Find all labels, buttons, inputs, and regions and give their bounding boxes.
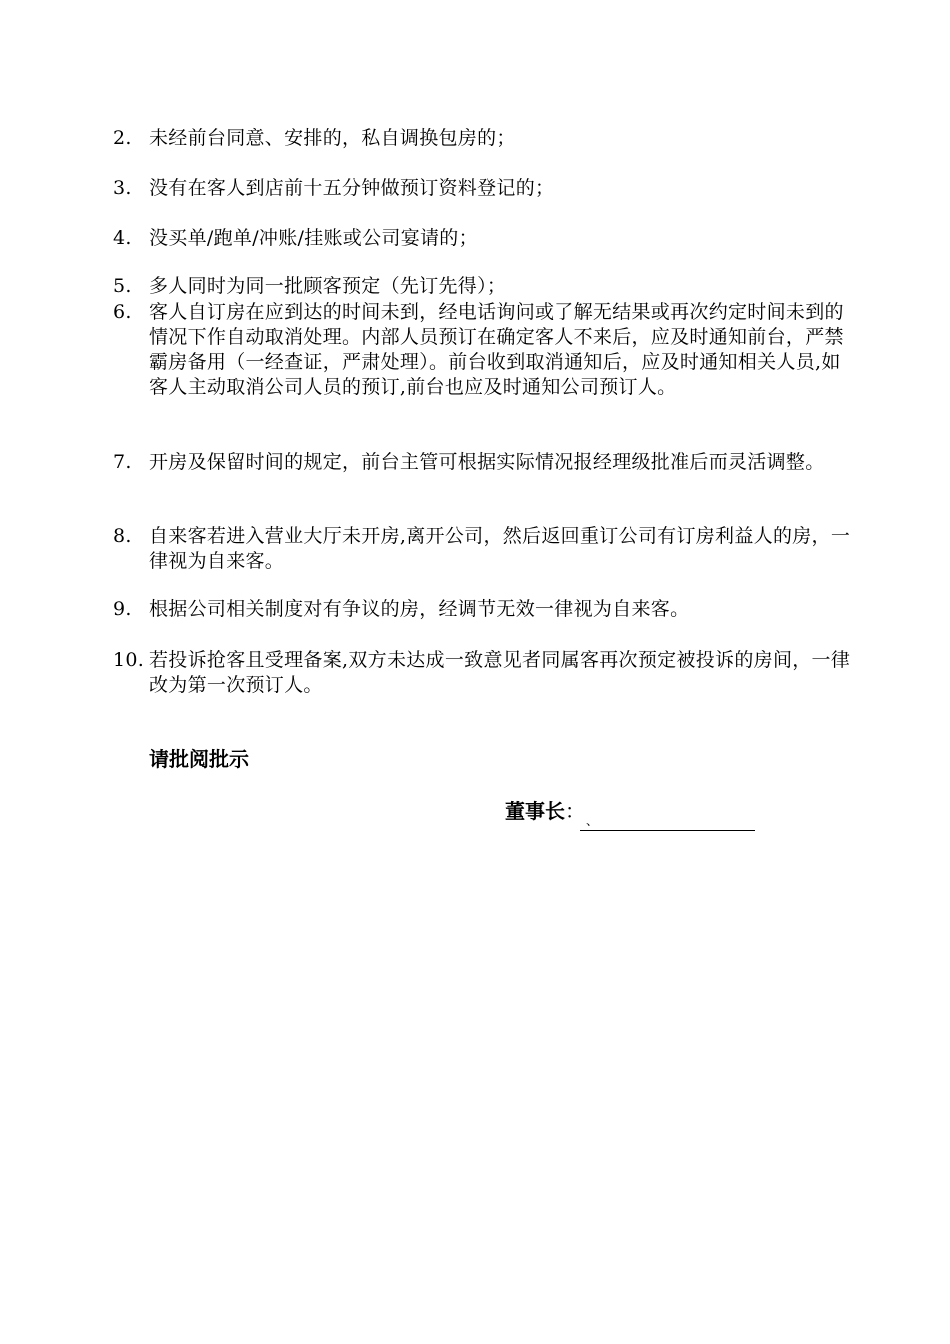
item-text: 根据公司相关制度对有争议的房，经调节无效一律视为自来客。: [149, 598, 690, 620]
item-text: 没买单/跑单/冲账/挂账或公司宴请的；: [149, 227, 478, 249]
list-item: [113, 126, 853, 151]
list-item: [113, 450, 853, 475]
item-text: 开房及保留时间的规定，前台主管可根据实际情况报经理级批准后而灵活调整。: [149, 451, 825, 473]
list-item: [113, 226, 853, 251]
item-text: 自来客若进入营业大厅未开房,离开公司，然后返回重订公司有订房利益人的房，一律视为自来客。: [149, 525, 851, 572]
item-number: 5.: [113, 275, 132, 297]
item-number: 8.: [113, 525, 132, 547]
item-number: 9.: [113, 598, 132, 620]
list-item: [113, 274, 853, 299]
list-item: [113, 300, 853, 400]
list-item: [113, 648, 853, 698]
item-number: 6.: [113, 301, 132, 323]
signer-colon: ：: [565, 799, 585, 823]
item-text: 多人同时为同一批顾客预定（先订先得）；: [149, 275, 507, 297]
stray-mark: 、: [586, 814, 599, 828]
closing-request: 请批阅批示: [149, 747, 249, 771]
item-text: 未经前台同意、安排的，私自调换包房的；: [149, 127, 516, 149]
signature-label: [505, 798, 585, 824]
item-number: 10.: [113, 649, 145, 671]
list-item: [113, 597, 853, 622]
item-number: 7.: [113, 451, 132, 473]
signature-line: [580, 830, 755, 831]
list-item: [113, 524, 853, 574]
signer-title: 董事长: [505, 799, 565, 823]
item-number: 2.: [113, 127, 132, 149]
item-number: 3.: [113, 177, 132, 199]
item-text: 客人自订房在应到达的时间未到，经电话询问或了解无结果或再次约定时间未到的情况下作自动取消处理。内部人员预订在确定客人不来后，应及时通知前台，严禁霸房备用（一经查证，严肃处理）。前台收到取消通知后，应及时通知相关人员,如客人主动取消公司人员的预订,前台也应及时通知公司预订人。: [149, 301, 844, 398]
list-item: [113, 176, 853, 201]
item-number: 4.: [113, 227, 132, 249]
item-text: 没有在客人到店前十五分钟做预订资料登记的；: [149, 177, 555, 199]
item-text: 若投诉抢客且受理备案,双方未达成一致意见者同属客再次预定被投诉的房间，一律改为第一次预订人。: [149, 649, 851, 696]
